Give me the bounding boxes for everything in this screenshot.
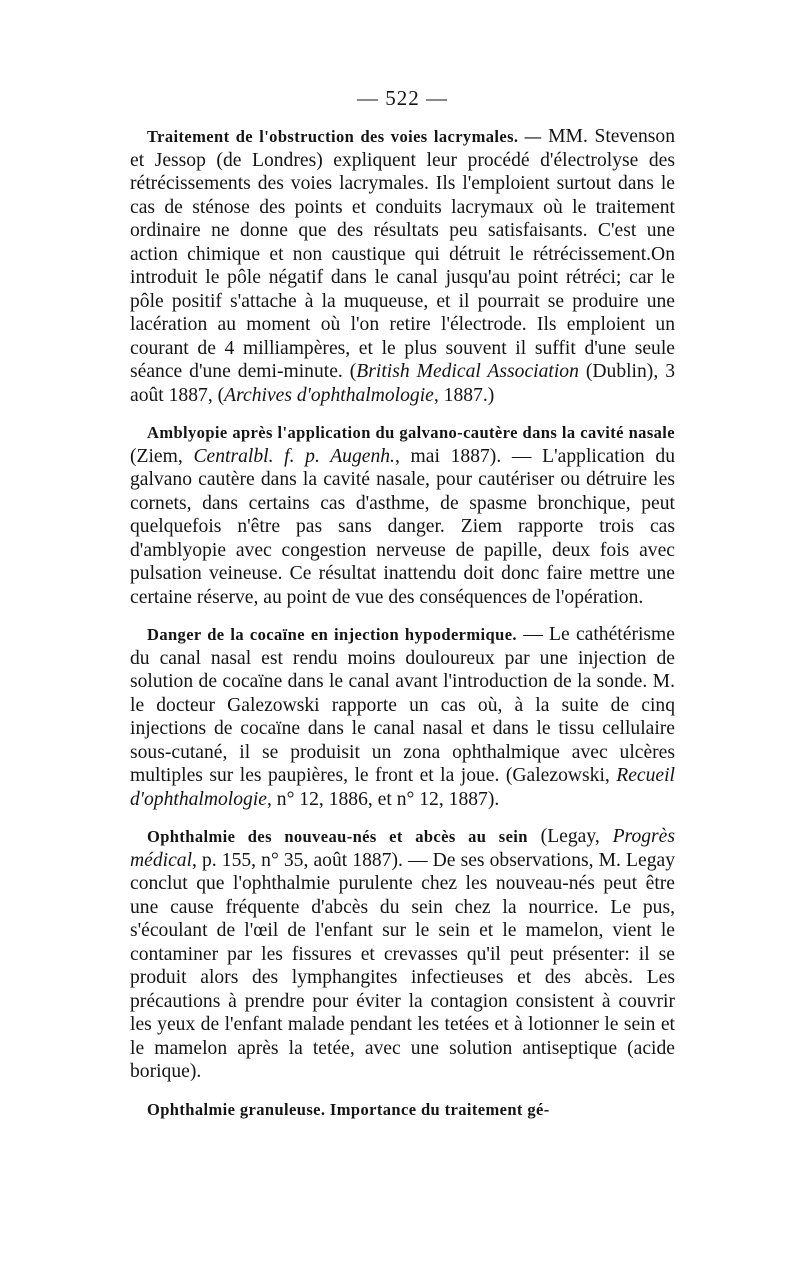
section-heading: Ophthalmie des nouveau-nés et abcès au sein [147,827,528,846]
citation: British Medical Association [356,361,579,382]
section-heading: Traitement de l'obstruction des voies lacrymales. — [147,127,542,146]
citation: Centralbl. f. p. Augenh. [193,445,395,467]
article-granular-ophthalmia [130,1098,675,1122]
paragraph [130,421,675,609]
page-number: — 522 — [357,86,448,110]
body-text: (Legay, [527,826,613,847]
section-heading: Danger de la cocaïne en injection hypodermique. [147,625,517,644]
paragraph [130,825,675,1084]
body-text: , n° 12, 1886, et n° 12, 1887). [266,788,500,810]
citation: Progrès médical [130,826,675,871]
section-heading: Ophthalmie granuleuse. [147,1099,326,1119]
article-lacrymal-obstruction [130,125,675,407]
body-text: , mai 1887). — L'application du galvano cautère dans la cavité nasale, pour cautériser ou détruire les cornets, dans certains cas d'asthme, de spasme bronchique, peut quelquefois n'être pas sans danger. Ziem rapporte trois cas d'amblyopie avec congestion nerveuse de papille, deux fois avec pulsation veineuse. Ce résultat inattendu doit donc faire mettre une certaine réserve, au point de vue des conséquences de l'opération. [130,445,676,608]
body-text: , 1887.) [433,384,495,406]
book-page [130,86,675,1121]
body-text: Importance du traitement gé- [325,1099,550,1119]
body-text: , p. 155, n° 35, août 1887). — De ses observations, M. Legay conclut que l'ophthalmie purulente chez les nouveau-nés peut être une cause fréquente d'abcès du sein chez la nourrice. Le pus, s'écoulant de l'œil de l'enfant sur le sein et le mamelon, vient le contaminer par les fissures et crevasses qu'il peut présenter: il se produit alors des lymphangites infectieuses et des abcès. Les précautions à prendre pour éviter la contagion consistent à couvrir les yeux de l'enfant malade pendant les tetées et à lotionner le sein et le mamelon après la tetée, avec une solution antiseptique (acide borique). [130,849,675,1082]
article-amblyopia [130,421,675,609]
paragraph [130,125,675,407]
section-heading: Amblyopie après l'application du galvano-cautère dans la cavité nasale [147,423,675,442]
article-cocaine-danger [130,623,675,811]
body-text: (Dublin), 3 août 1887, ( [130,361,675,406]
body-text: — Le cathétérisme du canal nasal est rendu moins douloureux par une injection de solution de cocaïne dans le canal avant l'introduction de la sonde. M. le docteur Galezowski rapporte un cas où, à la suite de cinq injections de cocaïne dans le canal nasal et dans le tissu cellulaire sous-cutané, il se produisit un zona ophthalmique avec ulcères multiples sur les paupières, le front et la joue. (Galezowski, [130,624,675,786]
citation: Archives d'ophthalmologie [224,384,434,406]
body-text: MM. Stevenson et Jessop (de Londres) expliquent leur procédé d'électrolyse des rétrécissements des voies lacrymales. Ils l'emploient surtout dans le cas de sténose des points et conduits lacrymaux où le traitement ordinaire ne donne que des résultats peu satisfaisants. C'est une action chimique et non caustique qui détruit le rétrécissement.On introduit le pôle négatif dans le canal jusqu'au point rétréci; car le pôle positif s'attache à la muqueuse, et il pourrait se produire une lacération au moment où l'on retire l'électrode. Ils emploient un courant de 4 milliampères, et le plus souvent il suffit d'une seule séance d'une demi-minute. ( [130,126,675,382]
paragraph [130,623,675,811]
article-newborn-ophthalmia [130,825,675,1084]
citation: Recueil d'ophthalmologie [130,765,675,810]
body-text: (Ziem, [130,445,194,467]
